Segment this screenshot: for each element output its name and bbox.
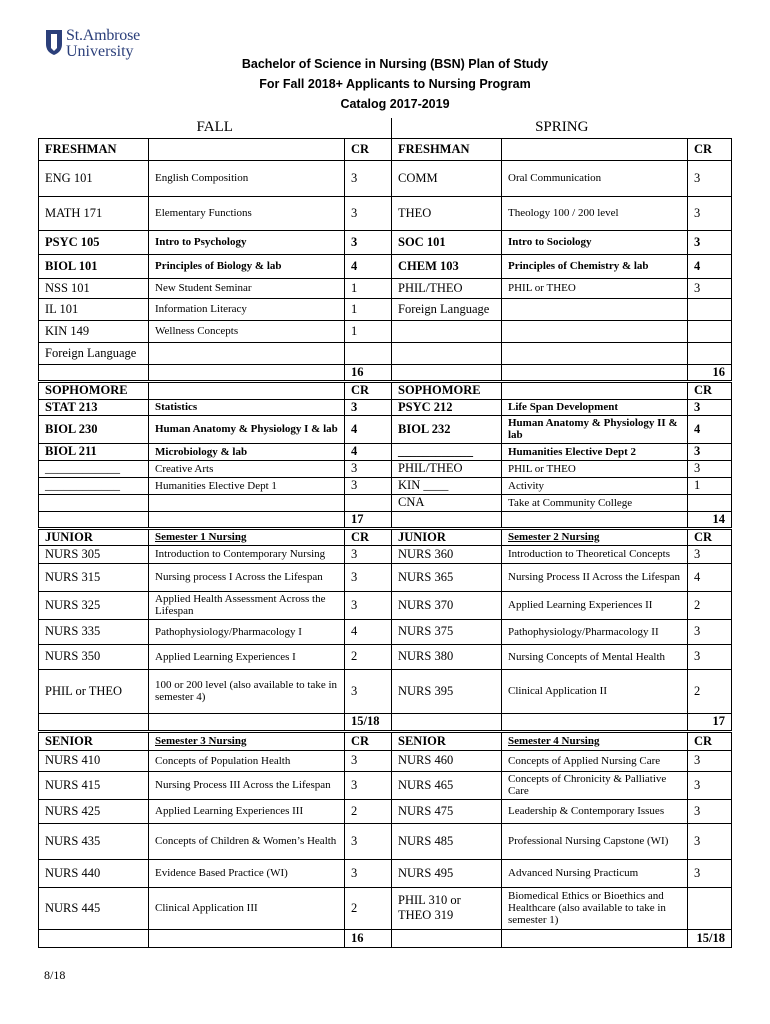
fall-course-title: [149, 342, 345, 364]
sophomore-fall-semester: [149, 381, 345, 399]
spring-course-code: NURS 370: [392, 591, 502, 619]
fall-course-title: Nursing process I Across the Lifespan: [149, 563, 345, 591]
fall-course-credits: 3: [345, 771, 392, 799]
spring-course-code: [392, 320, 502, 342]
fall-course-code: ____________: [39, 460, 149, 477]
fall-course-credits: 2: [345, 644, 392, 669]
spring-course-code: NURS 460: [392, 750, 502, 771]
spring-course-code: [392, 342, 502, 364]
spring-course-title: Biomedical Ethics or Bioethics and Healthcare (also available to take in semester 1): [502, 887, 688, 929]
fall-course-code: NURS 440: [39, 859, 149, 887]
junior-spring-semester: Semester 2 Nursing: [502, 528, 688, 545]
spring-course-title: Activity: [502, 477, 688, 494]
senior-fall-cr-header: CR: [345, 731, 392, 750]
table-row: [39, 591, 732, 619]
spring-course-code: CHEM 103: [392, 254, 502, 278]
spring-course-code: PHIL/THEO: [392, 460, 502, 477]
spring-course-credits: 3: [688, 160, 732, 196]
fall-course-code: PSYC 105: [39, 230, 149, 254]
freshman-total-row: [39, 364, 732, 381]
spring-course-title: Life Span Development: [502, 399, 688, 415]
title-line-1: Bachelor of Science in Nursing (BSN) Plan of Study: [241, 57, 549, 71]
spring-course-title: Professional Nursing Capstone (WI): [502, 823, 688, 859]
spring-course-credits: 4: [688, 563, 732, 591]
table-row: [39, 254, 732, 278]
table-row: [39, 545, 732, 563]
fall-header: FALL: [39, 118, 392, 138]
spring-course-title: [502, 342, 688, 364]
fall-course-code: BIOL 101: [39, 254, 149, 278]
logo-line-2: University: [66, 43, 134, 60]
fall-course-code: Foreign Language: [39, 342, 149, 364]
fall-course-code: NSS 101: [39, 278, 149, 298]
fall-course-code: NURS 445: [39, 887, 149, 929]
fall-course-credits: 1: [345, 298, 392, 320]
spring-course-code: NURS 475: [392, 799, 502, 823]
spring-course-credits: 4: [688, 254, 732, 278]
spring-course-title: Theology 100 / 200 level: [502, 196, 688, 230]
spring-course-credits: 3: [688, 230, 732, 254]
spring-course-title: Take at Community College: [502, 494, 688, 511]
fall-course-code: BIOL 211: [39, 443, 149, 460]
empty-cell: [392, 713, 502, 731]
spring-course-credits: [688, 342, 732, 364]
table-row: [39, 644, 732, 669]
table-row: [39, 669, 732, 713]
fall-course-credits: 3: [345, 823, 392, 859]
spring-course-title: Principles of Chemistry & lab: [502, 254, 688, 278]
spring-course-credits: 3: [688, 859, 732, 887]
fall-course-code: ____________: [39, 477, 149, 494]
freshman-fall-total: 16: [345, 364, 392, 381]
fall-course-code: ENG 101: [39, 160, 149, 196]
table-row: [39, 320, 732, 342]
spring-header: SPRING: [392, 118, 732, 138]
sophomore-total-row: [39, 511, 732, 528]
senior-spring-total: 15/18: [688, 929, 732, 947]
fall-course-title: Applied Health Assessment Across the Lifespan: [149, 591, 345, 619]
fall-course-credits: 3: [345, 460, 392, 477]
empty-cell: [392, 364, 502, 381]
empty-cell: [39, 929, 149, 947]
fall-course-title: Pathophysiology/Pharmacology I: [149, 619, 345, 644]
fall-course-credits: 3: [345, 230, 392, 254]
table-row: [39, 160, 732, 196]
spring-course-credits: 3: [688, 644, 732, 669]
document-title: [0, 54, 770, 114]
fall-course-title: New Student Seminar: [149, 278, 345, 298]
spring-course-credits: [688, 320, 732, 342]
empty-cell: [149, 364, 345, 381]
sophomore-spring-label: SOPHOMORE: [392, 381, 502, 399]
fall-course-title: Intro to Psychology: [149, 230, 345, 254]
fall-course-credits: [345, 342, 392, 364]
empty-cell: [502, 364, 688, 381]
fall-course-credits: 4: [345, 619, 392, 644]
sophomore-fall-total: 17: [345, 511, 392, 528]
spring-course-code: NURS 375: [392, 619, 502, 644]
fall-course-credits: 3: [345, 545, 392, 563]
junior-fall-total: 15/18: [345, 713, 392, 731]
spring-course-code: PHIL/THEO: [392, 278, 502, 298]
fall-course-code: BIOL 230: [39, 415, 149, 443]
spring-course-credits: [688, 887, 732, 929]
spring-course-title: PHIL or THEO: [502, 278, 688, 298]
spring-course-code: PHIL 310 or THEO 319: [392, 887, 502, 929]
freshman-fall-label: FRESHMAN: [39, 138, 149, 160]
spring-course-code: ____________: [392, 443, 502, 460]
fall-course-code: IL 101: [39, 298, 149, 320]
fall-course-title: Concepts of Children & Women’s Health: [149, 823, 345, 859]
fall-course-title: Clinical Application III: [149, 887, 345, 929]
empty-cell: [502, 511, 688, 528]
fall-course-credits: 4: [345, 415, 392, 443]
fall-course-code: KIN 149: [39, 320, 149, 342]
spring-course-title: Nursing Process II Across the Lifespan: [502, 563, 688, 591]
spring-course-code: BIOL 232: [392, 415, 502, 443]
spring-course-code: NURS 485: [392, 823, 502, 859]
title-line-2: For Fall 2018+ Applicants to Nursing Program: [259, 77, 531, 91]
fall-course-code: [39, 494, 149, 511]
fall-course-code: MATH 171: [39, 196, 149, 230]
spring-course-credits: 3: [688, 750, 732, 771]
empty-cell: [149, 511, 345, 528]
spring-course-credits: 3: [688, 196, 732, 230]
fall-course-code: NURS 335: [39, 619, 149, 644]
fall-course-code: NURS 325: [39, 591, 149, 619]
spring-course-title: Humanities Elective Dept 2: [502, 443, 688, 460]
spring-course-credits: 3: [688, 545, 732, 563]
spring-course-code: COMM: [392, 160, 502, 196]
empty-cell: [39, 713, 149, 731]
fall-course-title: Elementary Functions: [149, 196, 345, 230]
fall-course-credits: 3: [345, 196, 392, 230]
fall-course-credits: 3: [345, 750, 392, 771]
semester-header-row: [39, 118, 732, 138]
spring-course-code: KIN ____: [392, 477, 502, 494]
spring-course-title: Introduction to Theoretical Concepts: [502, 545, 688, 563]
freshman-header-row: [39, 138, 732, 160]
logo-line-1: St.Ambrose: [66, 27, 141, 44]
spring-course-credits: 2: [688, 591, 732, 619]
table-row: [39, 298, 732, 320]
fall-course-title: Applied Learning Experiences III: [149, 799, 345, 823]
spring-course-credits: 3: [688, 278, 732, 298]
fall-course-code: NURS 425: [39, 799, 149, 823]
spring-course-credits: [688, 494, 732, 511]
spring-course-code: NURS 360: [392, 545, 502, 563]
fall-course-title: Creative Arts: [149, 460, 345, 477]
fall-course-title: Human Anatomy & Physiology I & lab: [149, 415, 345, 443]
junior-total-row: [39, 713, 732, 731]
fall-course-credits: 3: [345, 859, 392, 887]
sophomore-spring-total: 14: [688, 511, 732, 528]
spring-course-title: Advanced Nursing Practicum: [502, 859, 688, 887]
senior-fall-total: 16: [345, 929, 392, 947]
spring-course-code: NURS 380: [392, 644, 502, 669]
table-row: [39, 399, 732, 415]
spring-course-title: Concepts of Chronicity & Palliative Care: [502, 771, 688, 799]
spring-course-credits: 4: [688, 415, 732, 443]
empty-cell: [502, 929, 688, 947]
spring-course-code: CNA: [392, 494, 502, 511]
spring-course-code: NURS 465: [392, 771, 502, 799]
table-row: [39, 460, 732, 477]
empty-cell: [502, 713, 688, 731]
spring-course-title: Concepts of Applied Nursing Care: [502, 750, 688, 771]
spring-course-credits: 3: [688, 771, 732, 799]
fall-course-title: Statistics: [149, 399, 345, 415]
spring-course-code: NURS 395: [392, 669, 502, 713]
spring-course-credits: 3: [688, 823, 732, 859]
fall-course-credits: 3: [345, 591, 392, 619]
empty-cell: [392, 511, 502, 528]
fall-course-credits: 2: [345, 887, 392, 929]
spring-course-title: Nursing Concepts of Mental Health: [502, 644, 688, 669]
table-row: [39, 799, 732, 823]
fall-course-title: Principles of Biology & lab: [149, 254, 345, 278]
spring-course-title: [502, 298, 688, 320]
freshman-spring-cr-header: CR: [688, 138, 732, 160]
plan-of-study-table: [38, 118, 732, 948]
spring-course-code: NURS 365: [392, 563, 502, 591]
junior-spring-total: 17: [688, 713, 732, 731]
spring-course-code: THEO: [392, 196, 502, 230]
fall-course-code: NURS 410: [39, 750, 149, 771]
table-row: [39, 823, 732, 859]
fall-course-code: NURS 305: [39, 545, 149, 563]
spring-course-credits: [688, 298, 732, 320]
empty-cell: [502, 138, 688, 160]
fall-course-code: STAT 213: [39, 399, 149, 415]
spring-course-title: Intro to Sociology: [502, 230, 688, 254]
fall-course-credits: 3: [345, 399, 392, 415]
table-row: [39, 887, 732, 929]
spring-course-credits: 3: [688, 443, 732, 460]
table-row: [39, 477, 732, 494]
senior-header-row: [39, 731, 732, 750]
spring-course-credits: 3: [688, 460, 732, 477]
table-row: [39, 196, 732, 230]
fall-course-credits: 4: [345, 443, 392, 460]
sophomore-spring-semester: [502, 381, 688, 399]
junior-header-row: [39, 528, 732, 545]
table-row: [39, 443, 732, 460]
fall-course-credits: 3: [345, 477, 392, 494]
table-row: [39, 563, 732, 591]
table-row: [39, 342, 732, 364]
senior-fall-label: SENIOR: [39, 731, 149, 750]
senior-total-row: [39, 929, 732, 947]
fall-course-title: Nursing Process III Across the Lifespan: [149, 771, 345, 799]
freshman-spring-total: 16: [688, 364, 732, 381]
spring-course-code: NURS 495: [392, 859, 502, 887]
spring-course-title: Leadership & Contemporary Issues: [502, 799, 688, 823]
freshman-spring-label: FRESHMAN: [392, 138, 502, 160]
senior-spring-cr-header: CR: [688, 731, 732, 750]
fall-course-title: Microbiology & lab: [149, 443, 345, 460]
fall-course-credits: 3: [345, 160, 392, 196]
spring-course-title: [502, 320, 688, 342]
freshman-fall-cr-header: CR: [345, 138, 392, 160]
table-row: [39, 859, 732, 887]
sophomore-header-row: [39, 381, 732, 399]
spring-course-title: Pathophysiology/Pharmacology II: [502, 619, 688, 644]
senior-spring-label: SENIOR: [392, 731, 502, 750]
table-row: [39, 750, 732, 771]
spring-course-title: Human Anatomy & Physiology II & lab: [502, 415, 688, 443]
title-line-3: Catalog 2017-2019: [340, 97, 450, 111]
fall-course-credits: 4: [345, 254, 392, 278]
senior-fall-semester: Semester 3 Nursing: [149, 731, 345, 750]
senior-spring-semester: Semester 4 Nursing: [502, 731, 688, 750]
spring-course-credits: 3: [688, 619, 732, 644]
empty-cell: [149, 713, 345, 731]
fall-course-title: Introduction to Contemporary Nursing: [149, 545, 345, 563]
table-row: [39, 415, 732, 443]
spring-course-title: Clinical Application II: [502, 669, 688, 713]
junior-fall-semester: Semester 1 Nursing: [149, 528, 345, 545]
empty-cell: [392, 929, 502, 947]
table-row: [39, 278, 732, 298]
fall-course-credits: 1: [345, 278, 392, 298]
table-row: [39, 619, 732, 644]
fall-course-credits: 3: [345, 669, 392, 713]
fall-course-title: Wellness Concepts: [149, 320, 345, 342]
spring-course-code: SOC 101: [392, 230, 502, 254]
fall-course-title: Evidence Based Practice (WI): [149, 859, 345, 887]
spring-course-code: PSYC 212: [392, 399, 502, 415]
fall-course-credits: [345, 494, 392, 511]
fall-course-title: 100 or 200 level (also available to take in semester 4): [149, 669, 345, 713]
fall-course-credits: 2: [345, 799, 392, 823]
fall-course-title: Applied Learning Experiences I: [149, 644, 345, 669]
fall-course-code: NURS 350: [39, 644, 149, 669]
spring-course-code: Foreign Language: [392, 298, 502, 320]
spring-course-title: PHIL or THEO: [502, 460, 688, 477]
fall-course-code: PHIL or THEO: [39, 669, 149, 713]
shield-icon: [44, 28, 64, 56]
spring-course-title: Oral Communication: [502, 160, 688, 196]
spring-course-credits: 2: [688, 669, 732, 713]
junior-spring-cr-header: CR: [688, 528, 732, 545]
page-footer-date: 8/18: [44, 968, 66, 982]
fall-course-title: [149, 494, 345, 511]
junior-fall-label: JUNIOR: [39, 528, 149, 545]
empty-cell: [149, 929, 345, 947]
fall-course-title: Humanities Elective Dept 1: [149, 477, 345, 494]
fall-course-title: English Composition: [149, 160, 345, 196]
table-row: [39, 230, 732, 254]
spring-course-credits: 3: [688, 799, 732, 823]
fall-course-code: NURS 435: [39, 823, 149, 859]
junior-spring-label: JUNIOR: [392, 528, 502, 545]
spring-course-credits: 1: [688, 477, 732, 494]
empty-cell: [39, 364, 149, 381]
fall-course-credits: 3: [345, 563, 392, 591]
fall-course-title: Concepts of Population Health: [149, 750, 345, 771]
empty-cell: [39, 511, 149, 528]
fall-course-credits: 1: [345, 320, 392, 342]
sophomore-spring-cr-header: CR: [688, 381, 732, 399]
fall-course-code: NURS 315: [39, 563, 149, 591]
spring-course-title: Applied Learning Experiences II: [502, 591, 688, 619]
table-row: [39, 494, 732, 511]
table-row: [39, 771, 732, 799]
junior-fall-cr-header: CR: [345, 528, 392, 545]
fall-course-code: NURS 415: [39, 771, 149, 799]
spring-course-credits: 3: [688, 399, 732, 415]
sophomore-fall-cr-header: CR: [345, 381, 392, 399]
sophomore-fall-label: SOPHOMORE: [39, 381, 149, 399]
empty-cell: [149, 138, 345, 160]
fall-course-title: Information Literacy: [149, 298, 345, 320]
